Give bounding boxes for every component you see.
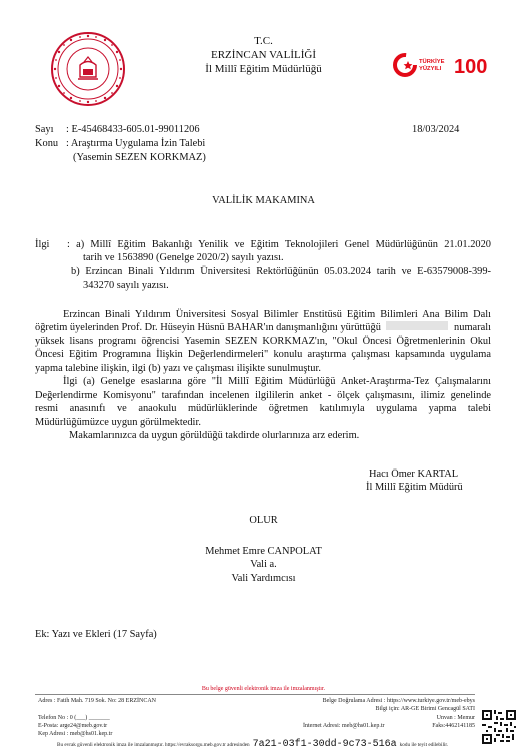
footer-belge-dogrulama: Belge Doğrulama Adresi : https://www.turkiye.gov.tr/meb-ebys xyxy=(322,698,475,704)
body-p1-line2-tail: numaralı xyxy=(454,322,491,333)
footer-unvan: Unvan : Memur xyxy=(436,715,475,721)
olur-title1: Vali a. xyxy=(250,559,277,570)
bottom-verification-code: 7a21-03f1-30dd-9c73-516a xyxy=(252,739,397,750)
body-p2-line1: İlgi (a) Genelge esaslarına göre "İl Millî Eğitim Müdürlüğü Anket-Araştırma-Tez Çalışmalarını xyxy=(63,376,491,387)
ilgi-b-line2: 343270 sayılı yazısı. xyxy=(83,280,169,291)
sayi-value: : E-45468433-605.01-99011206 xyxy=(66,124,200,135)
body-p1-line2-text: öğretim üyelerinden Prof. Dr. Hüseyin Hüsnü BAHAR'ın danışmanlığını yürüttüğü xyxy=(35,322,381,333)
ek-attachments: Ek: Yazı ve Ekleri (17 Sayfa) xyxy=(35,629,157,640)
signer-name: Hacı Ömer KARTAL xyxy=(369,469,459,480)
svg-text:TÜRKİYE: TÜRKİYE xyxy=(419,59,445,65)
bottom-note-right: kodu ile teyit edilebilir. xyxy=(399,742,449,748)
body-p1-line5: yapma talebine ilişkin, ilgi (b) yazı ve çalışması ilişikte sunulmuştur. xyxy=(35,363,321,374)
svg-text:YÜZYILI: YÜZYILI xyxy=(419,66,442,72)
qr-code-icon xyxy=(482,710,516,744)
body-p3: Makamlarınızca da uygun görüldüğü takdirde olurlarınıza arz ederim. xyxy=(69,430,360,441)
footer-adres: Adres : Fatih Mah. 719 Sok. No: 28 ERZİNCAN xyxy=(38,698,156,704)
body-p1-line3: yüksek lisans programı öğrencisi Yasemin SEZEN KORKMAZ'ın, "Okul Öncesi Öğretmenlerinin Okul xyxy=(35,336,491,347)
body-p2-line3: resmi anasınıfı ve anaokulu müdürlüklerinde öğretmen katılımıyla uygulama yapma talebi xyxy=(35,403,491,414)
ilgi-a-line2: tarih ve 1563890 (Genelge 2020/2) sayılı yazısı. xyxy=(83,252,284,263)
redacted-number xyxy=(386,321,448,330)
konu-label: Konu xyxy=(35,138,59,149)
footer-kep: Kep Adresi : meb@hs01.kep.tr xyxy=(38,731,113,737)
footer-faks: Faks:4462141185 xyxy=(432,723,475,729)
ilgi-b-line1: b) Erzincan Binali Yıldırım Üniversitesi Rektörlüğünün 05.03.2024 tarih ve E-63579008-399- xyxy=(71,266,491,277)
body-p1-line2 xyxy=(35,321,491,334)
header-tc: T.C. xyxy=(254,35,273,47)
document-date: 18/03/2024 xyxy=(412,124,460,135)
konu-value: : Araştırma Uygulama İzin Talebi xyxy=(66,138,206,149)
olur-label: OLUR xyxy=(249,515,278,526)
turkiye-yuzyili-icon xyxy=(392,49,496,81)
qr-code xyxy=(482,710,516,744)
body-p1-line4: Öncesi Eğitim Programına İlişkin Değerlendirmeleri" konulu araştırma çalışması kapsamında uygulama xyxy=(35,349,491,360)
signer-title: İl Millî Eğitim Müdürü xyxy=(366,482,463,493)
olur-name: Mehmet Emre CANPOLAT xyxy=(205,546,322,557)
footer-internet: İnternet Adresi: meb@hs01.kep.tr xyxy=(303,723,385,729)
turkiye-yuzyili-logo xyxy=(392,49,496,81)
svg-text:100: 100 xyxy=(454,56,488,78)
footer-bilgi-icin: Bilgi için: AR-GE Birimi Gencagül SATI xyxy=(375,706,475,712)
header-mudurluk: İl Millî Eğitim Müdürlüğü xyxy=(205,63,322,75)
olur-title2: Vali Yardımcısı xyxy=(231,573,296,584)
footer-eposta: E-Posta: arge24@meb.gov.tr xyxy=(38,723,108,729)
body-p2-line2: Değerlendirme Komisyonu" tarafından incelenen ilgililerin anket - ölçek çalışmasını, ilimiz genelinde xyxy=(35,390,491,401)
body-p2-line4: Müdürlüğümüzce uygun görülmektedir. xyxy=(35,417,201,428)
konu-value-2: (Yasemin SEZEN KORKMAZ) xyxy=(73,152,206,163)
signed-notice: Bu belge güvenli elektronik imza ile imzalanmıştır. xyxy=(201,686,326,692)
bottom-note-left: Bu evrak güvenli elektronik imza ile imzalanmıştır. https://evraksorgu.meb.gov.tr adresinden xyxy=(57,742,250,748)
footer-telefon: Telefon No : 0 (___) _______ xyxy=(38,715,110,721)
header-valilik: ERZİNCAN VALİLİĞİ xyxy=(211,49,316,61)
sayi-label: Sayı xyxy=(35,124,54,135)
ilgi-a-line1: : a) Millî Eğitim Bakanlığı Yenilik ve Eğitim Teknolojileri Genel Müdürlüğünün 21.01.2020 xyxy=(67,239,491,250)
footer-divider xyxy=(35,694,475,695)
ilgi-label: İlgi xyxy=(35,239,50,250)
body-p1-line1: Erzincan Binali Yıldırım Üniversitesi Sosyal Bilimler Enstitüsü Eğitim Bilimleri Ana Bilim Dalı xyxy=(63,309,491,320)
addressee: VALİLİK MAKAMINA xyxy=(212,195,315,206)
